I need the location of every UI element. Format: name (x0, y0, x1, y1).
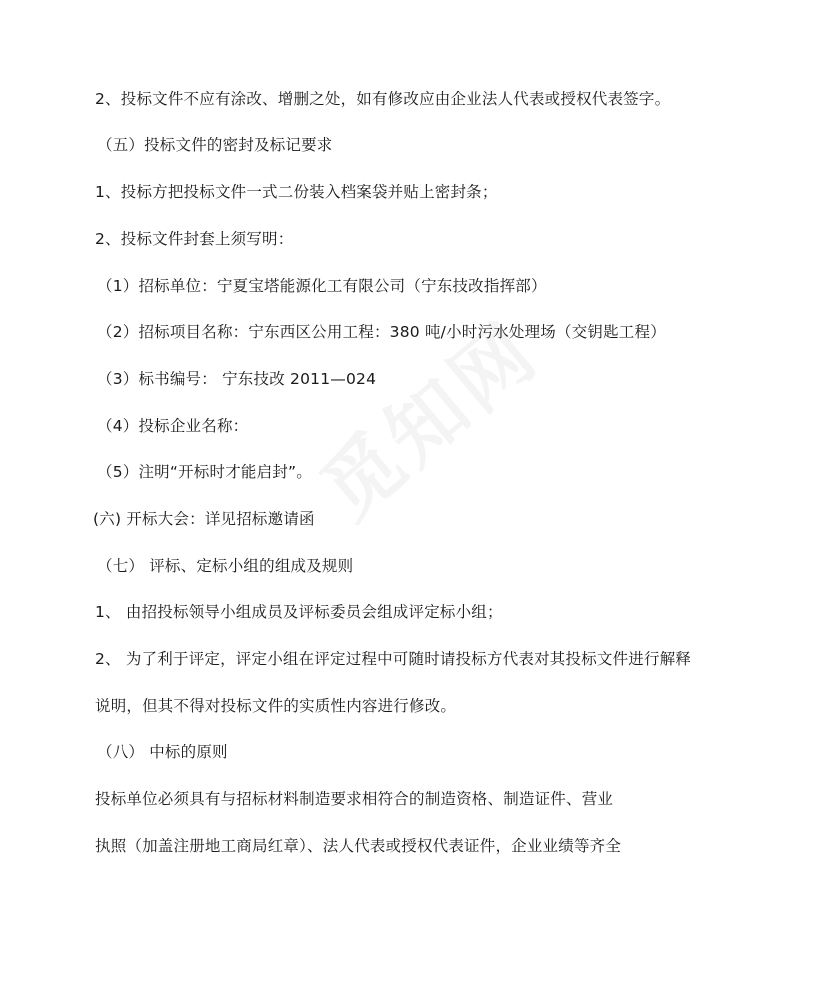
text-line: 1、 由招投标领导小组成员及评标委员会组成评定标小组； (95, 603, 503, 621)
section-heading: （八） 中标的原则 (97, 743, 228, 761)
text-line: 2、投标文件不应有涂改、增删之处，如有修改应由企业法人代表或授权代表签字。 (95, 90, 671, 108)
section-heading: （七） 评标、定标小组的组成及规则 (97, 557, 354, 575)
text-line: 1、投标方把投标文件一式二份装入档案袋并贴上密封条； (95, 183, 498, 201)
section-heading: （五）投标文件的密封及标记要求 (97, 136, 333, 154)
list-item: （2）招标项目名称：宁东西区公用工程：380 吨/小时污水处理场（交钥匙工程） (97, 323, 666, 341)
text-line: 2、投标文件封套上须写明： (95, 230, 294, 248)
list-item: （5）注明“开标时才能启封”。 (97, 463, 312, 481)
text-line: 2、 为了利于评定，评定小组在评定过程中可随时请投标方代表对其投标文件进行解释 (95, 650, 692, 668)
list-item: （3）标书编号： 宁东技改 2011—024 (97, 370, 377, 388)
text-line: 说明，但其不得对投标文件的实质性内容进行修改。 (95, 697, 457, 715)
text-line: 执照（加盖注册地工商局红章）、法人代表或授权代表证件，企业业绩等齐全 (95, 837, 622, 855)
section-heading: (六) 开标大会：详见招标邀请函 (93, 510, 315, 528)
list-item: （4）投标企业名称： (97, 417, 249, 435)
text-line: 投标单位必须具有与招标材料制造要求相符合的制造资格、制造证件、营业 (95, 790, 614, 808)
list-item: （1）招标单位：宁夏宝塔能源化工有限公司（宁东技改指挥部） (97, 277, 547, 295)
